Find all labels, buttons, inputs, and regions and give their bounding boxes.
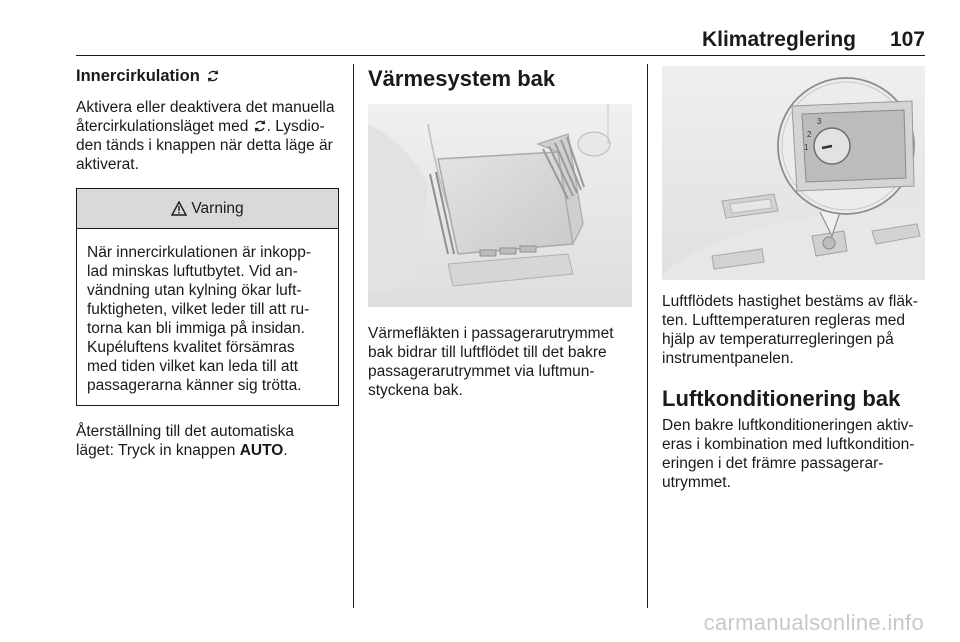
- warning-title: Varning: [191, 199, 244, 217]
- innercirkulation-text: Aktivera eller deaktivera det manuella återcirkulationsläget med . Lysdio- den tänds i knappen när detta läge är aktiverat.: [76, 99, 335, 173]
- warning-header: [77, 189, 338, 229]
- page-header-title: Klimatreglering: [701, 28, 856, 51]
- luftkonditionering-text: Den bakre luftkonditioneringen aktiv- eras i kombination med luftkondition- eringen i det främre passagerar- utrymmet.: [662, 417, 915, 491]
- dial-label-3: 3: [817, 117, 822, 126]
- column-luftkonditionering: [662, 292, 934, 492]
- recirculation-icon: [253, 119, 267, 133]
- warning-text: När innercirkulationen är inkopp- lad minskas luftutbytet. Vid an- vändning utan kylning ökar luft- fuktigheten, vilket leder till att ru- torna kan bli immiga på insidan. Kupéluftens kvalitet försämras med tiden vilket kan leda till att passagerarna känner sig trötta.: [87, 244, 312, 394]
- warning-box: [76, 188, 339, 406]
- luftkonditionering-heading: Luftkonditionering bak: [662, 386, 901, 411]
- dial-label-1: 1: [804, 143, 809, 152]
- rear-ac-photo: [662, 66, 925, 280]
- column-divider-1: [353, 64, 354, 608]
- rear-heater-photo: [368, 104, 632, 307]
- page-number: 107: [889, 28, 925, 51]
- dial-label-2: 2: [807, 130, 812, 139]
- varmesystem-text: Värmefläkten i passagerarutrymmet bak bidrar till luftflödet till det bakre passagerarutrymmet via luftmun- styckena bak.: [368, 325, 614, 399]
- column-innercirkulation: [76, 66, 339, 460]
- watermark: carmanualsonline.info: [703, 610, 924, 635]
- column-divider-2: [647, 64, 648, 608]
- column-varmesystem: [368, 66, 638, 92]
- recirculation-icon: [206, 69, 220, 83]
- auto-button-label: AUTO: [239, 442, 284, 459]
- innercirkulation-heading: Innercirkulation: [76, 66, 339, 86]
- warning-triangle-icon: [171, 201, 187, 216]
- header-divider: [76, 55, 925, 56]
- varmesystem-text-block: [368, 324, 643, 400]
- auto-reset-text: Återställning till det automatiska läget: Tryck in knappen AUTO.: [76, 423, 294, 459]
- varmesystem-heading: Värmesystem bak: [368, 66, 556, 91]
- fan-speed-text: Luftflödets hastighet bestäms av fläk- ten. Lufttemperaturen regleras med hjälp av temperaturregleringen på instrumentpanelen.: [662, 293, 918, 367]
